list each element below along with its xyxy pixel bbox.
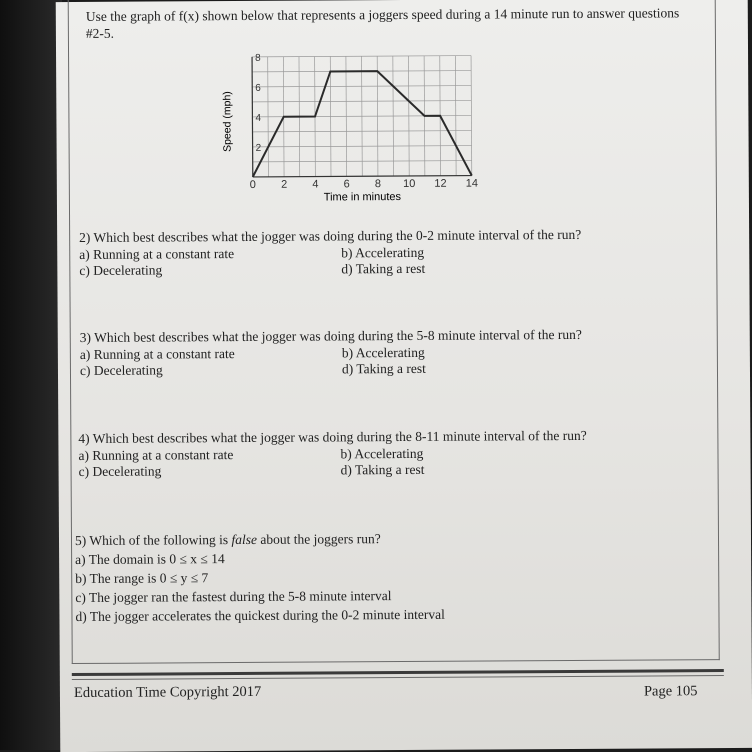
footer-copyright: Education Time Copyright 2017 (73, 683, 262, 702)
y-tick-label: 6 (255, 82, 261, 94)
y-axis-label: Speed (mph) (221, 91, 234, 152)
x-tick-label: 6 (343, 178, 350, 191)
worksheet-page (56, 0, 752, 752)
x-tick-label: 12 (434, 177, 447, 190)
intro-text: Use the graph of f(x) shown below that represents a joggers speed during a 14 minute run to answer questions #2-5. (85, 5, 680, 41)
q2-option-c: c) Decelerating (79, 262, 163, 278)
q4-option-c: c) Decelerating (78, 463, 162, 479)
question-4-stem: 4) Which best describes what the jogger was doing during the 8-11 minute interval of the run? (78, 427, 587, 446)
q5-stem-suffix: about the joggers run? (256, 531, 381, 547)
q4-option-b: b) Accelerating (340, 445, 424, 461)
q5-stem-prefix: 5) Which of the following is (74, 532, 232, 549)
y-tick-labels (255, 53, 262, 154)
y-tick-label: 2 (255, 142, 262, 154)
x-tick-labels (250, 178, 478, 191)
q5-option-c: c) The jogger ran the fastest during the 5-8 minute interval (75, 588, 392, 606)
x-tick-label: 14 (465, 177, 478, 190)
footer-rule-thin (72, 675, 724, 680)
q3-option-b: b) Accelerating (341, 344, 425, 360)
question-5-stem (75, 529, 444, 550)
q5-option-d: d) The jogger accelerates the quickest during the 0-2 minute interval (75, 606, 445, 625)
x-axis (253, 176, 472, 177)
footer-page-number: Page 105 (643, 683, 698, 700)
x-tick-label: 10 (403, 177, 416, 191)
question-5 (75, 529, 445, 626)
q5-option-a: a) The domain is 0 ≤ x ≤ 14 (75, 551, 225, 568)
q4-option-a: a) Running at a constant rate (78, 446, 234, 463)
q3-option-d: d) Taking a rest (341, 360, 426, 377)
x-tick-label: 8 (374, 178, 382, 191)
q3-option-c: c) Decelerating (79, 362, 163, 378)
x-tick-label: 0 (249, 178, 256, 191)
y-tick-label: 8 (255, 52, 261, 64)
q4-option-d: d) Taking a rest (340, 461, 425, 478)
q2-option-b: b) Accelerating (341, 244, 425, 260)
x-tick-label: 4 (312, 178, 319, 191)
photo-edge-shadow (0, 0, 62, 750)
question-4 (78, 428, 587, 481)
q2-option-a: a) Running at a constant rate (79, 245, 235, 262)
question-3-stem: 3) Which best describes what the jogger was doing during the 5-8 minute interval of the run? (79, 326, 582, 345)
question-3 (80, 327, 582, 380)
q5-stem-italic: false (231, 531, 258, 548)
q2-option-d: d) Taking a rest (341, 260, 426, 277)
y-tick-label: 4 (255, 112, 262, 124)
question-2 (79, 227, 581, 280)
q3-option-a: a) Running at a constant rate (79, 345, 235, 362)
question-2-stem: 2) Which best describes what the jogger was doing during the 0-2 minute interval of the run? (79, 226, 582, 245)
y-axis (252, 57, 253, 177)
x-tick-label: 2 (281, 178, 288, 191)
q5-option-b: b) The range is 0 ≤ y ≤ 7 (75, 570, 209, 587)
speed-time-chart (221, 39, 487, 204)
x-axis-label: Time in minutes (323, 191, 402, 204)
